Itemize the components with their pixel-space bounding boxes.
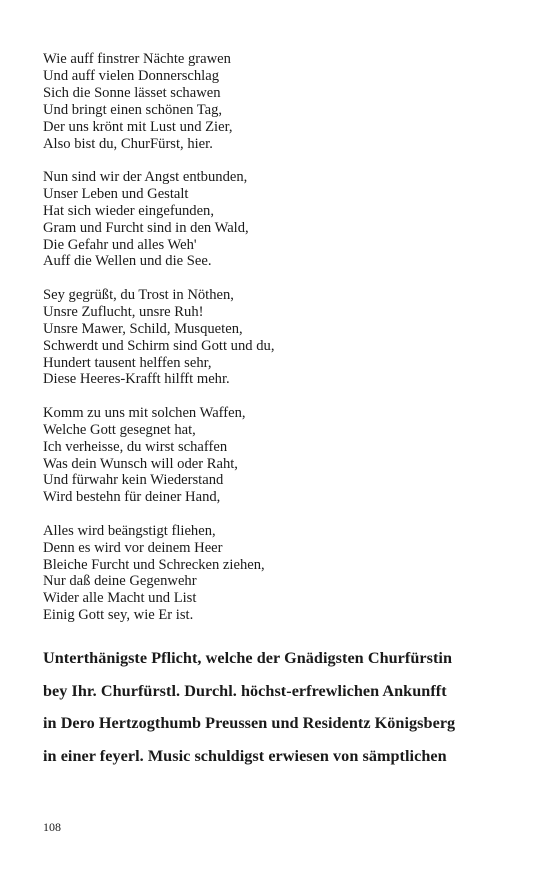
verse-line: Und fürwahr kein Wiederstand <box>43 472 224 489</box>
verse-line: Unser Leben und Gestalt <box>43 185 189 202</box>
heading-line: in einer feyerl. Music schuldigst erwiesen von sämptlichen <box>43 746 447 765</box>
poem-stanza-3 <box>43 287 513 388</box>
verse-line: Sich die Sonne lässet schawen <box>43 84 221 101</box>
verse-line: Nur daß deine Gegenwehr <box>43 573 197 590</box>
verse-line: Ich verheisse, du wirst schaffen <box>43 438 228 455</box>
verse-line: Unsre Zuflucht, unsre Ruh! <box>43 303 204 320</box>
verse-line: Komm zu uns mit solchen Waffen, <box>43 404 246 421</box>
verse-line: Auff die Wellen und die See. <box>43 253 212 270</box>
verse-line: Hat sich wieder eingefunden, <box>43 202 215 219</box>
heading-line: bey Ihr. Churfürstl. Durchl. höchst-erfrewlichen Ankunfft <box>43 681 447 700</box>
verse-line: Der uns krönt mit Lust und Zier, <box>43 118 233 135</box>
page-number: 108 <box>43 820 61 834</box>
verse-line: Gram und Furcht sind in den Wald, <box>43 219 249 236</box>
verse-line: Denn es wird vor deinem Heer <box>43 539 223 556</box>
poem-stanza-1 <box>43 51 513 152</box>
verse-line: Nun sind wir der Angst entbunden, <box>43 168 248 185</box>
verse-line: Und bringt einen schönen Tag, <box>43 101 223 118</box>
verse-line: Alles wird beängstigt fliehen, <box>43 522 216 539</box>
section-heading <box>43 642 508 772</box>
verse-line: Wider alle Macht und List <box>43 590 197 607</box>
verse-line: Wird bestehn für deiner Hand, <box>43 489 221 506</box>
poem-stanza-2 <box>43 169 513 270</box>
poem <box>43 51 513 641</box>
verse-line: Die Gefahr und alles Weh' <box>43 236 197 253</box>
verse-line: Sey gegrüßt, du Trost in Nöthen, <box>43 286 234 303</box>
verse-line: Was dein Wunsch will oder Raht, <box>43 455 238 472</box>
verse-line: Also bist du, ChurFürst, hier. <box>43 135 213 152</box>
verse-line: Und auff vielen Donnerschlag <box>43 67 220 84</box>
verse-line: Diese Heeres-Krafft hilfft mehr. <box>43 371 230 388</box>
verse-line: Hundert tausent helffen sehr, <box>43 354 212 371</box>
heading-line: in Dero Hertzogthumb Preussen und Residentz Königsberg <box>43 714 456 732</box>
heading-line: Unterthänigste Pflicht, welche der Gnädigsten Churfürstin <box>43 649 453 667</box>
poem-stanza-5 <box>43 523 513 624</box>
verse-line: Schwerdt und Schirm sind Gott und du, <box>43 337 275 354</box>
verse-line: Wie auff finstrer Nächte grawen <box>43 51 231 67</box>
verse-line: Welche Gott gesegnet hat, <box>43 421 196 438</box>
verse-line: Unsre Mawer, Schild, Musqueten, <box>43 320 243 337</box>
verse-line: Einig Gott sey, wie Er ist. <box>43 607 194 624</box>
poem-stanza-4 <box>43 405 513 506</box>
verse-line: Bleiche Furcht und Schrecken ziehen, <box>43 556 265 573</box>
